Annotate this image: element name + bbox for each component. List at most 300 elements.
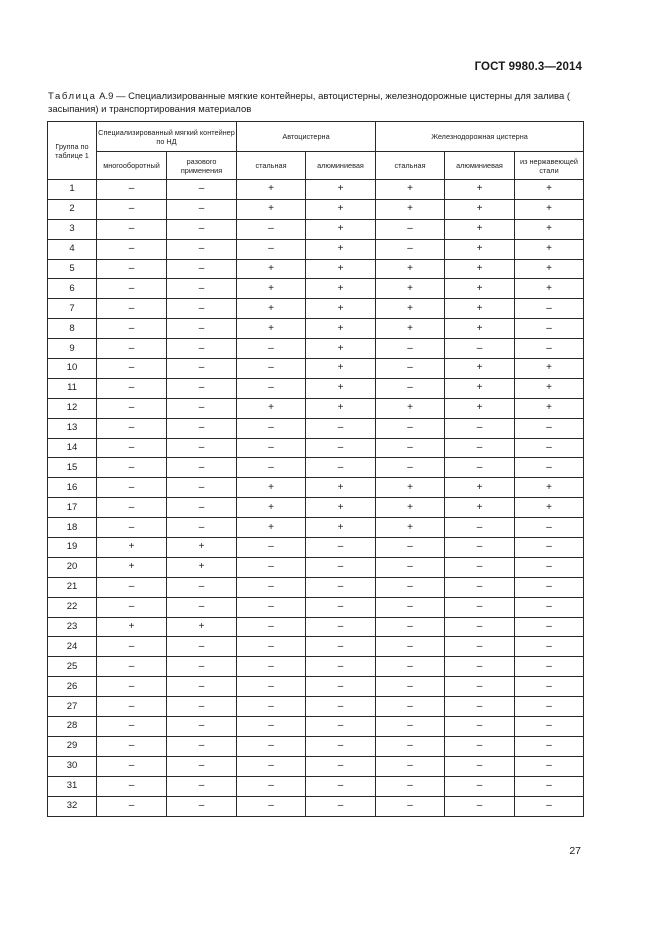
suitability-cell: – (376, 557, 445, 577)
suitability-cell: – (445, 677, 515, 697)
header-rail-steel: стальная (376, 152, 445, 180)
suitability-cell: + (445, 219, 515, 239)
group-number-cell: 1 (48, 180, 97, 200)
suitability-cell: – (237, 736, 306, 756)
page-number: 27 (569, 845, 581, 857)
suitability-cell: – (97, 697, 167, 717)
suitability-cell: – (445, 339, 515, 359)
suitability-cell: – (167, 398, 237, 418)
suitability-cell: – (445, 518, 515, 538)
suitability-cell: + (167, 538, 237, 558)
suitability-cell: – (376, 637, 445, 657)
suitability-cell: + (376, 180, 445, 200)
suitability-cell: + (515, 378, 584, 398)
suitability-cell: – (376, 657, 445, 677)
suitability-cell: – (237, 458, 306, 478)
suitability-cell: + (515, 199, 584, 219)
suitability-cell: + (445, 299, 515, 319)
suitability-cell: – (237, 557, 306, 577)
suitability-cell: – (376, 756, 445, 776)
suitability-cell: – (167, 438, 237, 458)
table-container (47, 121, 584, 817)
suitability-cell: – (376, 736, 445, 756)
suitability-cell: – (376, 418, 445, 438)
suitability-cell: – (515, 796, 584, 816)
suitability-cell: + (306, 378, 376, 398)
suitability-cell: + (376, 299, 445, 319)
suitability-cell: – (167, 418, 237, 438)
group-number-cell: 8 (48, 319, 97, 339)
suitability-cell: + (376, 498, 445, 518)
suitability-cell: – (515, 458, 584, 478)
suitability-cell: + (237, 398, 306, 418)
suitability-cell: – (167, 299, 237, 319)
suitability-cell: – (167, 577, 237, 597)
group-number-cell: 23 (48, 617, 97, 637)
table-row (48, 657, 584, 677)
table-row (48, 518, 584, 538)
suitability-cell: – (237, 756, 306, 776)
suitability-cell: – (167, 339, 237, 359)
suitability-cell: – (515, 697, 584, 717)
table-row (48, 319, 584, 339)
suitability-cell: + (445, 378, 515, 398)
suitability-cell: – (376, 577, 445, 597)
suitability-cell: – (445, 617, 515, 637)
suitability-cell: – (306, 717, 376, 737)
group-number-cell: 6 (48, 279, 97, 299)
suitability-cell: – (376, 677, 445, 697)
suitability-cell: – (515, 339, 584, 359)
suitability-cell: – (306, 637, 376, 657)
table-row (48, 180, 584, 200)
suitability-cell: – (167, 378, 237, 398)
group-number-cell: 32 (48, 796, 97, 816)
suitability-cell: – (376, 617, 445, 637)
suitability-cell: – (376, 458, 445, 478)
header-reusable: многооборотный (97, 152, 167, 180)
suitability-cell: + (515, 279, 584, 299)
suitability-cell: – (97, 438, 167, 458)
suitability-cell: + (445, 398, 515, 418)
suitability-cell: – (167, 458, 237, 478)
suitability-cell: – (445, 577, 515, 597)
suitability-cell: + (445, 239, 515, 259)
group-number-cell: 5 (48, 259, 97, 279)
suitability-cell: – (515, 736, 584, 756)
suitability-cell: – (445, 458, 515, 478)
suitability-cell: + (445, 259, 515, 279)
suitability-cell: – (237, 239, 306, 259)
suitability-cell: – (167, 756, 237, 776)
suitability-cell: – (306, 776, 376, 796)
suitability-cell: + (515, 239, 584, 259)
table-row (48, 697, 584, 717)
suitability-cell: – (515, 776, 584, 796)
suitability-cell: – (376, 776, 445, 796)
header-auto-aluminum: алюминиевая (306, 152, 376, 180)
suitability-cell: – (167, 239, 237, 259)
group-number-cell: 12 (48, 398, 97, 418)
suitability-cell: – (167, 219, 237, 239)
suitability-cell: + (306, 398, 376, 418)
suitability-cell: – (445, 796, 515, 816)
group-number-cell: 26 (48, 677, 97, 697)
suitability-cell: + (237, 199, 306, 219)
suitability-cell: – (306, 736, 376, 756)
group-number-cell: 31 (48, 776, 97, 796)
table-caption (48, 91, 584, 116)
suitability-cell: – (167, 319, 237, 339)
group-number-cell: 21 (48, 577, 97, 597)
header-rail-stainless: из нержавеющей стали (515, 152, 584, 180)
suitability-cell: – (97, 359, 167, 379)
suitability-cell: – (445, 756, 515, 776)
table-row (48, 557, 584, 577)
group-number-cell: 14 (48, 438, 97, 458)
suitability-cell: – (97, 199, 167, 219)
suitability-cell: – (515, 418, 584, 438)
table-row (48, 418, 584, 438)
suitability-cell: – (445, 776, 515, 796)
header-auto-tank: Автоцистерна (237, 122, 376, 152)
group-number-cell: 18 (48, 518, 97, 538)
suitability-cell: – (515, 538, 584, 558)
suitability-cell: – (167, 717, 237, 737)
suitability-cell: + (237, 478, 306, 498)
suitability-cell: + (237, 299, 306, 319)
suitability-cell: – (97, 259, 167, 279)
group-number-cell: 27 (48, 697, 97, 717)
table-row (48, 438, 584, 458)
suitability-cell: + (376, 319, 445, 339)
suitability-cell: – (515, 597, 584, 617)
suitability-cell: + (167, 557, 237, 577)
suitability-cell: + (306, 339, 376, 359)
suitability-cell: – (306, 538, 376, 558)
suitability-cell: – (97, 219, 167, 239)
suitability-cell: + (237, 180, 306, 200)
suitability-cell: – (445, 697, 515, 717)
suitability-cell: – (515, 518, 584, 538)
suitability-cell: – (167, 776, 237, 796)
suitability-cell: + (376, 259, 445, 279)
suitability-cell: + (306, 180, 376, 200)
suitability-cell: – (97, 478, 167, 498)
table-row (48, 339, 584, 359)
suitability-cell: – (376, 438, 445, 458)
suitability-cell: + (515, 498, 584, 518)
suitability-cell: – (237, 378, 306, 398)
group-number-cell: 2 (48, 199, 97, 219)
table-row (48, 299, 584, 319)
suitability-cell: + (237, 319, 306, 339)
group-number-cell: 20 (48, 557, 97, 577)
header-row-1 (48, 122, 584, 152)
suitability-cell: – (515, 319, 584, 339)
table-row (48, 239, 584, 259)
suitability-cell: – (167, 279, 237, 299)
header-soft-container: Специализированный мягкий контейнер по НД (97, 122, 237, 152)
suitability-cell: – (97, 796, 167, 816)
suitability-cell: – (515, 438, 584, 458)
table-row (48, 478, 584, 498)
suitability-cell: – (97, 756, 167, 776)
suitability-cell: – (306, 657, 376, 677)
table-row (48, 359, 584, 379)
table-row (48, 637, 584, 657)
suitability-cell: – (515, 299, 584, 319)
suitability-cell: – (306, 617, 376, 637)
suitability-cell: – (237, 438, 306, 458)
group-number-cell: 3 (48, 219, 97, 239)
suitability-cell: + (306, 259, 376, 279)
suitability-cell: + (167, 617, 237, 637)
suitability-cell: + (306, 199, 376, 219)
suitability-cell: – (237, 677, 306, 697)
suitability-cell: – (97, 518, 167, 538)
suitability-cell: + (515, 359, 584, 379)
suitability-cell: – (376, 239, 445, 259)
header-rail-aluminum: алюминиевая (445, 152, 515, 180)
suitability-cell: – (445, 597, 515, 617)
suitability-cell: – (237, 657, 306, 677)
header-row-2 (48, 152, 584, 180)
suitability-cell: + (97, 538, 167, 558)
suitability-cell: – (515, 577, 584, 597)
suitability-cell: – (376, 538, 445, 558)
suitability-cell: – (306, 597, 376, 617)
document-code: ГОСТ 9980.3—2014 (474, 61, 582, 73)
suitability-cell: – (237, 577, 306, 597)
suitability-cell: – (97, 398, 167, 418)
suitability-cell: – (237, 697, 306, 717)
suitability-cell: – (167, 498, 237, 518)
suitability-cell: + (376, 398, 445, 418)
table-row (48, 199, 584, 219)
table-row (48, 597, 584, 617)
suitability-cell: – (445, 538, 515, 558)
suitability-cell: + (237, 259, 306, 279)
table-row (48, 717, 584, 737)
suitability-cell: – (306, 697, 376, 717)
suitability-cell: – (515, 717, 584, 737)
group-number-cell: 7 (48, 299, 97, 319)
suitability-cell: + (97, 557, 167, 577)
suitability-cell: + (306, 279, 376, 299)
group-number-cell: 24 (48, 637, 97, 657)
suitability-cell: – (445, 438, 515, 458)
table-row (48, 617, 584, 637)
suitability-cell: – (97, 180, 167, 200)
suitability-cell: – (237, 776, 306, 796)
suitability-cell: + (306, 239, 376, 259)
suitability-cell: + (515, 259, 584, 279)
suitability-cell: + (306, 518, 376, 538)
suitability-cell: + (515, 180, 584, 200)
suitability-cell: – (237, 418, 306, 438)
suitability-cell: + (445, 498, 515, 518)
suitability-cell: – (376, 697, 445, 717)
suitability-cell: – (445, 736, 515, 756)
suitability-cell: – (97, 418, 167, 438)
suitability-cell: – (306, 557, 376, 577)
table-row (48, 736, 584, 756)
suitability-cell: – (445, 418, 515, 438)
materials-table (47, 121, 584, 817)
suitability-cell: – (97, 498, 167, 518)
table-row (48, 219, 584, 239)
table-row (48, 577, 584, 597)
suitability-cell: + (445, 180, 515, 200)
header-auto-steel: стальная (237, 152, 306, 180)
table-row (48, 677, 584, 697)
suitability-cell: + (445, 319, 515, 339)
suitability-cell: – (237, 796, 306, 816)
suitability-cell: – (167, 796, 237, 816)
suitability-cell: – (237, 339, 306, 359)
suitability-cell: + (376, 279, 445, 299)
suitability-cell: – (97, 637, 167, 657)
table-row (48, 279, 584, 299)
table-row (48, 776, 584, 796)
suitability-cell: + (515, 478, 584, 498)
suitability-cell: – (306, 438, 376, 458)
suitability-cell: – (306, 577, 376, 597)
group-number-cell: 13 (48, 418, 97, 438)
table-row (48, 378, 584, 398)
suitability-cell: – (167, 637, 237, 657)
table-row (48, 259, 584, 279)
suitability-cell: – (445, 557, 515, 577)
suitability-cell: – (237, 219, 306, 239)
suitability-cell: – (167, 697, 237, 717)
suitability-cell: – (97, 597, 167, 617)
table-row (48, 796, 584, 816)
suitability-cell: – (97, 577, 167, 597)
suitability-cell: + (515, 398, 584, 418)
suitability-cell: – (445, 637, 515, 657)
suitability-cell: + (306, 219, 376, 239)
suitability-cell: + (97, 617, 167, 637)
suitability-cell: – (237, 359, 306, 379)
suitability-cell: – (515, 657, 584, 677)
suitability-cell: – (306, 756, 376, 776)
suitability-cell: – (167, 677, 237, 697)
suitability-cell: + (515, 219, 584, 239)
group-number-cell: 29 (48, 736, 97, 756)
table-row (48, 538, 584, 558)
suitability-cell: – (376, 378, 445, 398)
suitability-cell: + (376, 518, 445, 538)
group-number-cell: 11 (48, 378, 97, 398)
suitability-cell: – (515, 617, 584, 637)
suitability-cell: – (97, 279, 167, 299)
suitability-cell: – (97, 378, 167, 398)
suitability-cell: – (306, 796, 376, 816)
group-number-cell: 25 (48, 657, 97, 677)
suitability-cell: – (167, 259, 237, 279)
suitability-cell: – (237, 637, 306, 657)
suitability-cell: – (167, 597, 237, 617)
group-number-cell: 19 (48, 538, 97, 558)
suitability-cell: – (237, 538, 306, 558)
suitability-cell: – (376, 219, 445, 239)
suitability-cell: + (306, 498, 376, 518)
suitability-cell: – (515, 756, 584, 776)
table-row (48, 398, 584, 418)
group-number-cell: 16 (48, 478, 97, 498)
group-number-cell: 17 (48, 498, 97, 518)
suitability-cell: – (237, 597, 306, 617)
suitability-cell: + (445, 199, 515, 219)
suitability-cell: – (376, 796, 445, 816)
suitability-cell: + (237, 518, 306, 538)
suitability-cell: + (306, 319, 376, 339)
suitability-cell: + (376, 478, 445, 498)
suitability-cell: – (306, 677, 376, 697)
suitability-cell: – (376, 597, 445, 617)
table-caption-text: А.9 — Специализированные мягкие контейнеры, автоцистерны, железнодорожные цистерны для залива ( засыпания) и транспортирования материалов (48, 91, 571, 115)
suitability-cell: – (97, 339, 167, 359)
table-row (48, 498, 584, 518)
suitability-cell: – (97, 717, 167, 737)
group-number-cell: 22 (48, 597, 97, 617)
group-number-cell: 28 (48, 717, 97, 737)
suitability-cell: – (306, 458, 376, 478)
suitability-cell: – (306, 418, 376, 438)
table-header (48, 122, 584, 180)
suitability-cell: – (167, 180, 237, 200)
suitability-cell: – (97, 657, 167, 677)
group-number-cell: 10 (48, 359, 97, 379)
group-number-cell: 15 (48, 458, 97, 478)
table-row (48, 756, 584, 776)
suitability-cell: – (237, 717, 306, 737)
suitability-cell: – (97, 736, 167, 756)
header-rail-tank: Железнодорожная цистерна (376, 122, 584, 152)
suitability-cell: – (167, 657, 237, 677)
suitability-cell: – (97, 299, 167, 319)
suitability-cell: – (167, 359, 237, 379)
suitability-cell: – (167, 199, 237, 219)
suitability-cell: – (515, 677, 584, 697)
suitability-cell: + (445, 359, 515, 379)
header-group: Группа по таблице 1 (48, 122, 97, 180)
suitability-cell: – (515, 557, 584, 577)
table-word: Таблица (48, 91, 97, 102)
suitability-cell: – (376, 339, 445, 359)
suitability-cell: – (167, 518, 237, 538)
suitability-cell: – (445, 717, 515, 737)
table-body (48, 180, 584, 817)
suitability-cell: – (515, 637, 584, 657)
suitability-cell: – (167, 478, 237, 498)
group-number-cell: 9 (48, 339, 97, 359)
header-single-use: разового применения (167, 152, 237, 180)
suitability-cell: + (376, 199, 445, 219)
suitability-cell: – (97, 239, 167, 259)
suitability-cell: – (376, 717, 445, 737)
group-number-cell: 30 (48, 756, 97, 776)
suitability-cell: + (237, 498, 306, 518)
suitability-cell: + (237, 279, 306, 299)
suitability-cell: – (97, 458, 167, 478)
suitability-cell: – (237, 617, 306, 637)
suitability-cell: – (445, 657, 515, 677)
table-row (48, 458, 584, 478)
suitability-cell: – (97, 677, 167, 697)
